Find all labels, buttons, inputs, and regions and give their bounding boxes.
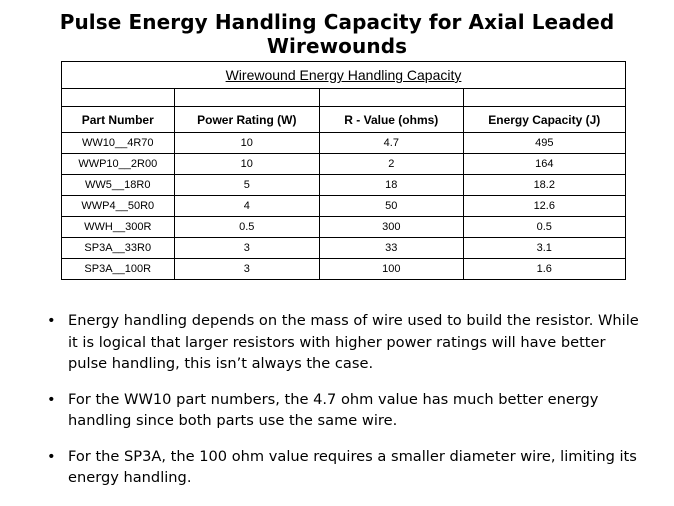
cell-r-value: 100 [320, 259, 464, 280]
cell-part-number: WWH__300R [62, 217, 175, 238]
header-part-number: Part Number [62, 107, 175, 133]
table-spacer-row [62, 89, 626, 107]
cell-r-value: 4.7 [320, 133, 464, 154]
header-r-value: R - Value (ohms) [320, 107, 464, 133]
table-row [62, 175, 626, 196]
cell-r-value: 18 [320, 175, 464, 196]
notes-list [44, 310, 644, 503]
page-title: Pulse Energy Handling Capacity for Axial Leaded Wirewounds [59, 10, 615, 58]
cell-power-rating: 10 [174, 154, 319, 175]
bullet-icon: • [47, 390, 56, 408]
table-header-row [62, 107, 626, 133]
cell-power-rating: 3 [174, 238, 319, 259]
bullet-icon: • [47, 447, 56, 465]
table-row [62, 196, 626, 217]
list-item [44, 310, 644, 375]
cell-energy-capacity: 12.6 [463, 196, 625, 217]
list-item [44, 446, 644, 489]
energy-capacity-table [61, 61, 626, 280]
cell-part-number: WWP4__50R0 [62, 196, 175, 217]
cell-energy-capacity: 18.2 [463, 175, 625, 196]
bullet-icon: • [47, 312, 56, 329]
cell-energy-capacity: 3.1 [463, 238, 625, 259]
cell-power-rating: 3 [174, 259, 319, 280]
cell-part-number: WW10__4R70 [62, 133, 175, 154]
cell-part-number: WWP10__2R00 [62, 154, 175, 175]
cell-power-rating: 10 [174, 133, 319, 154]
cell-part-number: SP3A__100R [62, 259, 175, 280]
table-row [62, 217, 626, 238]
note-text: For the SP3A, the 100 ohm value requires a smaller diameter wire, limiting its energy handling. [68, 447, 637, 486]
note-text: For the WW10 part numbers, the 4.7 ohm value has much better energy handling since both parts use the same wire. [68, 390, 599, 429]
cell-part-number: WW5__18R0 [62, 175, 175, 196]
header-power-rating: Power Rating (W) [174, 107, 319, 133]
cell-energy-capacity: 495 [463, 133, 625, 154]
cell-r-value: 300 [320, 217, 464, 238]
cell-power-rating: 0.5 [174, 217, 319, 238]
table-caption [62, 62, 626, 89]
table-row [62, 133, 626, 154]
cell-energy-capacity: 1.6 [463, 259, 625, 280]
cell-r-value: 50 [320, 196, 464, 217]
cell-part-number: SP3A__33R0 [62, 238, 175, 259]
cell-power-rating: 4 [174, 196, 319, 217]
table-caption-text: Wirewound Energy Handling Capacity [225, 67, 462, 83]
note-text: Energy handling depends on the mass of wire used to build the resistor. While it is logical that larger resistors with higher power ratings will have better pulse handling, this isn’t always the case. [68, 312, 639, 372]
table-row [62, 238, 626, 259]
table-row [62, 154, 626, 175]
table-row [62, 259, 626, 280]
cell-energy-capacity: 0.5 [463, 217, 625, 238]
cell-r-value: 33 [320, 238, 464, 259]
header-energy-capacity: Energy Capacity (J) [463, 107, 625, 133]
cell-r-value: 2 [320, 154, 464, 175]
cell-energy-capacity: 164 [463, 154, 625, 175]
cell-power-rating: 5 [174, 175, 319, 196]
list-item [44, 389, 644, 432]
